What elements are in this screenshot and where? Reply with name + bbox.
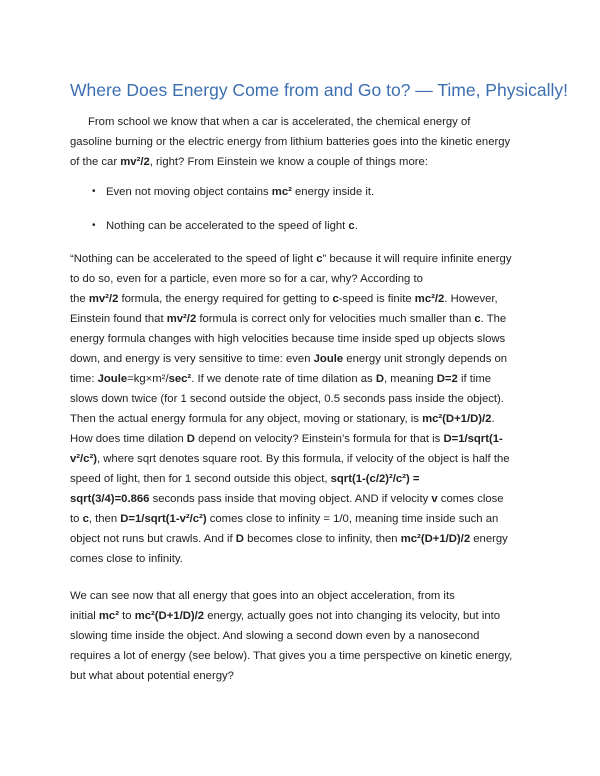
text-line: v²/c²), where sqrt denotes square root. By this formula, if velocity of the object is half the	[70, 453, 510, 465]
text-line: speed of light, then for 1 second outside this object, sqrt(1-(c/2)²/c²) =	[70, 473, 420, 485]
bold-term: mc²	[98, 610, 119, 622]
text-line: comes close to infinity.	[70, 553, 183, 565]
text-line: time: Joule=kg×m²/sec². If we denote rate of time dilation as D, meaning D=2 if time	[70, 373, 492, 385]
bold-term: mc²(D+1/D)/2	[422, 413, 492, 425]
bold-term: sqrt(3/4)=0.866	[70, 493, 150, 505]
text-line: “Nothing can be accelerated to the speed of light c” because it will require infinite energy	[70, 253, 512, 265]
bold-term: D	[375, 373, 384, 385]
page-title: Where Does Energy Come from and Go to? — Time, Physically!	[70, 80, 568, 100]
bullet-item: • Nothing can be accelerated to the speed of light c.	[92, 216, 374, 236]
bold-term: D=2	[436, 373, 458, 385]
text-line: but what about potential energy?	[70, 670, 234, 682]
bold-term: c	[348, 220, 355, 232]
bold-term: sec²	[168, 373, 192, 385]
bold-term: mv²/2	[166, 313, 197, 325]
bold-term: mc²(D+1/D)/2	[400, 533, 471, 545]
bold-term: sqrt(1-(c/2)²/c²) =	[330, 473, 420, 485]
bullet-list	[92, 182, 374, 236]
bold-term: c	[474, 313, 481, 325]
bold-term: Joule	[313, 353, 344, 365]
text-line: to do so, even for a particle, even more so for a car, why? According to	[70, 273, 423, 285]
bold-term: D=1/sqrt(1-v²/c²)	[120, 513, 207, 525]
bold-term: Joule	[97, 373, 128, 385]
text-line: initial mc² to mc²(D+1/D)/2 energy, actually goes not into changing its velocity, but into	[70, 610, 501, 622]
text-line: Then the actual energy formula for any object, moving or stationary, is mc²(D+1/D)/2.	[70, 413, 495, 425]
paragraph-relativity	[70, 249, 540, 569]
bold-term: c	[332, 293, 339, 305]
bullet-item: • Even not moving object contains mc² energy inside it.	[92, 182, 374, 202]
text-line: We can see now that all energy that goes into an object acceleration, from its	[70, 590, 455, 602]
text-line: to c, then D=1/sqrt(1-v²/c²) comes close to infinity = 1/0, meaning time inside such an	[70, 513, 499, 525]
bold-term: mc²/2	[414, 293, 445, 305]
text-line: object not runs but crawls. And if D becomes close to infinity, then mc²(D+1/D)/2 energy	[70, 533, 508, 545]
paragraph-conclusion	[70, 586, 540, 686]
bold-term: v²/c²)	[70, 453, 97, 465]
text-line: the mv²/2 formula, the energy required for getting to c-speed is finite mc²/2. However,	[70, 293, 498, 305]
text-line: energy formula changes with high velocities because time inside sped up objects slows	[70, 333, 506, 345]
text-line: requires a lot of energy (see below). That gives you a time perspective on kinetic energy,	[70, 650, 513, 662]
bold-term: mc²	[271, 186, 292, 198]
paragraph-intro	[70, 112, 540, 172]
text-line: down, and energy is very sensitive to time: even Joule energy unit strongly depends on	[70, 353, 508, 365]
bold-term: v	[431, 493, 438, 505]
bold-term: c	[316, 253, 323, 265]
bold-term: mc²(D+1/D)/2	[134, 610, 205, 622]
text-line: Einstein found that mv²/2 formula is correct only for velocities much smaller than c. The	[70, 313, 507, 325]
bold-term: D	[186, 433, 195, 445]
text-line: sqrt(3/4)=0.866 seconds pass inside that moving object. AND if velocity v comes close	[70, 493, 504, 505]
bold-term: mv²/2	[120, 156, 150, 168]
bold-term: D	[235, 533, 244, 545]
text-line: slowing time inside the object. And slowing a second down even by a nanosecond	[70, 630, 480, 642]
text-line: How does time dilation D depend on velocity? Einstein’s formula for that is D=1/sqrt(1-	[70, 433, 503, 445]
text-line: gasoline burning or the electric energy from lithium batteries goes into the kinetic energy	[70, 136, 511, 148]
text-line: From school we know that when a car is accelerated, the chemical energy of	[88, 116, 471, 128]
bold-term: mv²/2	[88, 293, 119, 305]
bold-term: c	[82, 513, 89, 525]
bold-term: D=1/sqrt(1-	[443, 433, 503, 445]
text-line: slows down twice (for 1 second outside the object, 0.5 seconds pass inside the object).	[70, 393, 504, 405]
text-line: of the car mv²/2, right? From Einstein we know a couple of things more:	[70, 156, 428, 168]
